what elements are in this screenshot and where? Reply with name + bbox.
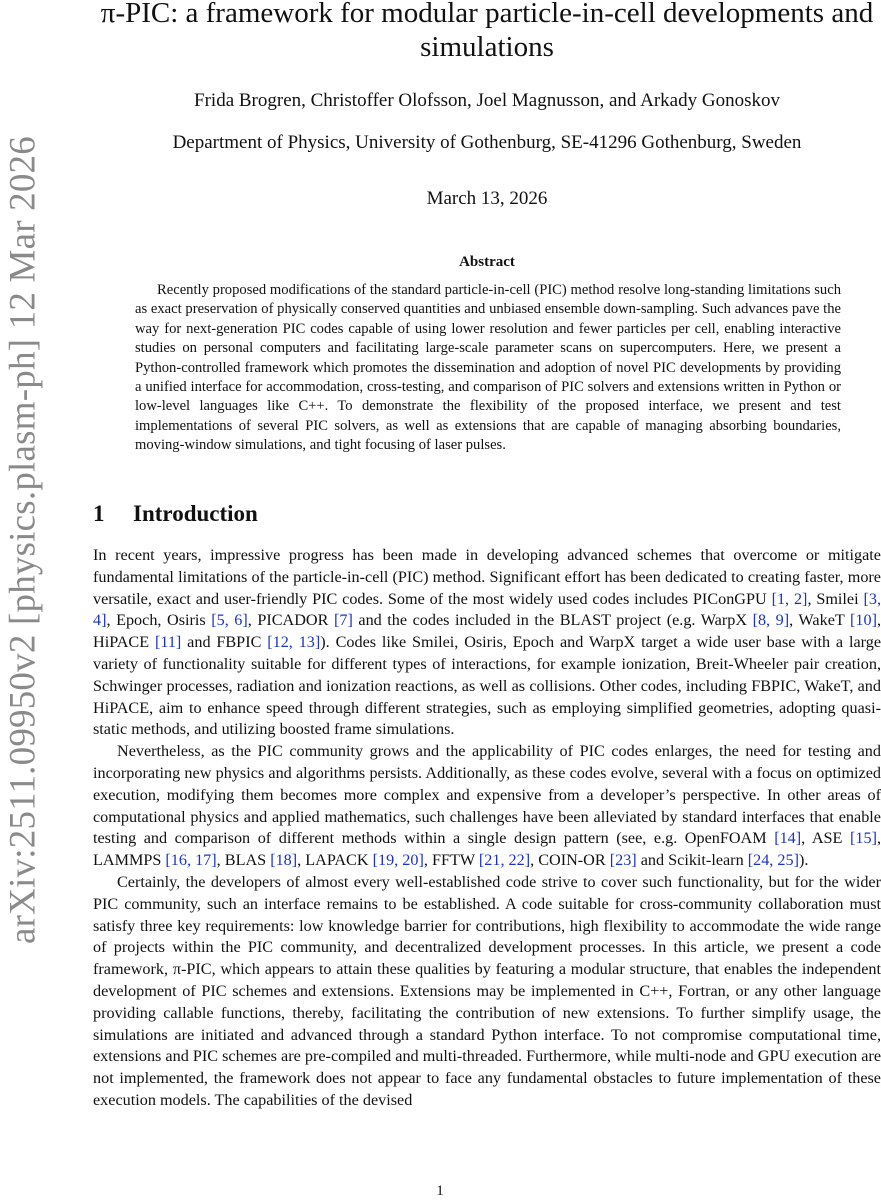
paragraph-text: and the codes included in the BLAST project (e.g. WarpX xyxy=(352,611,753,630)
citation-link[interactable]: [14] xyxy=(774,829,802,848)
paragraph-text: , Epoch, Osiris xyxy=(106,611,212,630)
paragraph-text: , WakeT xyxy=(789,611,851,630)
citation-link[interactable]: [10] xyxy=(850,611,877,630)
abstract-text: Recently proposed modifications of the standard particle-in-cell (PIC) method resolve long-standing limitations such as exact preservation of physically conserved quantities and unbiased ensemble down-sampling. Such advances pave the way for next-generation PIC codes capable of using lower resolution and fewer particles per cell, enabling interactive studies on personal computers and facilitating large-scale parameter scans on supercomputers. Here, we present a Python-controlled framework which promotes the dissemination and adoption of novel PIC developments by providing a unified interface for accommodation, cross-testing, and comparison of PIC solvers and extensions written in Python or low-level languages like C++. To demonstrate the flexibility of the proposed interface, we present and test implementations of several PIC solvers, as well as extensions that are capable of managing absorbing boundaries, moving-window simulations, and tight focusing of laser pulses. xyxy=(135,282,841,454)
paragraph-text: ). xyxy=(798,851,809,870)
paragraph-text: , COIN-OR xyxy=(530,851,610,870)
body-text xyxy=(93,545,881,1112)
citation-link[interactable]: [15] xyxy=(850,829,877,848)
paragraph-text: and Scikit-learn xyxy=(636,851,748,870)
abstract-heading: Abstract xyxy=(459,254,515,270)
citation-link[interactable]: [5, 6] xyxy=(211,611,248,630)
paragraph-text: , PICADOR xyxy=(247,611,334,630)
paragraph-1 xyxy=(93,545,881,741)
paragraph-text: , Smilei xyxy=(807,589,864,608)
citation-link[interactable]: [23] xyxy=(609,851,637,870)
paragraph-text: , LAMMPS xyxy=(93,829,881,870)
citation-link[interactable]: [18] xyxy=(270,851,298,870)
section-heading-introduction xyxy=(93,501,258,527)
section-number: 1 xyxy=(93,501,105,526)
paragraph-text: ). Codes like Smilei, Osiris, Epoch and WarpX target a wide user base with a large variety of functionality suitable for different types of interactions, for example ionization, Breit-Wheeler pair creation, Schwinger processes, radiation and ionization reactions, as well as collisions. Other codes, including FBPIC, WakeT, and HiPACE, aim to enhance speed through different strategies, such as employing simplified geometries, adopting quasi-static methods, and utilizing boosted frame simulations. xyxy=(93,633,881,739)
citation-link[interactable]: [21, 22] xyxy=(478,851,531,870)
author-list: Frida Brogren, Christoffer Olofsson, Joel Magnusson, and Arkady Gonoskov xyxy=(194,90,780,111)
paragraph-2 xyxy=(93,741,881,872)
arxiv-identifier: arXiv:2511.09950v2 [physics.plasm-ph] 12 Mar 2026 xyxy=(2,136,44,944)
citation-link[interactable]: [16, 17] xyxy=(165,851,217,870)
paragraph-text: , HiPACE xyxy=(93,611,881,652)
paragraph-3 xyxy=(93,872,881,1112)
citation-link[interactable]: [7] xyxy=(333,611,353,630)
page-number: 1 xyxy=(436,1183,444,1199)
paragraph-text: , LAPACK xyxy=(297,851,373,870)
citation-link[interactable]: [11] xyxy=(154,633,182,652)
paragraph-text: , BLAS xyxy=(216,851,271,870)
citation-link[interactable]: [24, 25] xyxy=(747,851,799,870)
citation-link[interactable]: [19, 20] xyxy=(372,851,424,870)
paragraph-text: Nevertheless, as the PIC community grows and the applicability of PIC codes enlarges, the need for testing and incorporating new physics and algorithms persists. Additionally, as these codes evolve, several with a focus on optimized execution, modifying them becomes more complex and expensive from a developer’s perspective. In other areas of computational physics and applied mathematics, such challenges have been alleviated by standard interfaces that enable testing and comparison of different methods within a single design pattern (see, e.g. OpenFOAM xyxy=(93,742,881,848)
paragraph-text: and FBPIC xyxy=(181,633,268,652)
publication-date: March 13, 2026 xyxy=(426,188,548,209)
paragraph-text: , FFTW xyxy=(423,851,479,870)
affiliation: Department of Physics, University of Gothenburg, SE-41296 Gothenburg, Sweden xyxy=(172,132,802,153)
section-title: Introduction xyxy=(133,501,258,526)
paragraph-text: , ASE xyxy=(801,829,850,848)
citation-link[interactable]: [12, 13] xyxy=(267,633,321,652)
citation-link[interactable]: [8, 9] xyxy=(752,611,790,630)
paper-title: π-PIC: a framework for modular particle-in-cell developments and simulations xyxy=(100,0,874,63)
citation-link[interactable]: [3, 4] xyxy=(93,589,881,630)
paragraph-text: In recent years, impressive progress has been made in developing advanced schemes that overcome or mitigate fundamental limitations of the particle-in-cell (PIC) method. Significant effort has been dedicated to creating faster, more versatile, exact and user-friendly PIC codes. Some of the most widely used codes includes PIConGPU xyxy=(93,546,881,608)
citation-link[interactable]: [1, 2] xyxy=(771,589,808,608)
paragraph-text: Certainly, the developers of almost every well-established code strive to cover such functionality, but for the wider PIC community, such an interface remains to be established. A code suitable for cross-community collaboration must satisfy three key requirements: low knowledge barrier for contributions, high flexibility to accommodate the wide range of projects within the PIC community, and decentralized development processes. In this article, we present a code framework, π-PIC, which appears to attain these qualities by featuring a modular structure, that enables the independent development of PIC schemes and extensions. Extensions may be implemented in C++, Fortran, or any other language providing callable functions, thereby, facilitating the contribution of new extensions. To further simplify usage, the simulations are initiated and advanced through a standard Python interface. To not compromise computational time, extensions and PIC schemes are pre-compiled and multi-threaded. Furthermore, while multi-node and GPU execution are not implemented, the framework does not appear to face any fundamental obstacles to future implementation of these execution models. The capabilities of the devised xyxy=(93,872,881,1109)
arxiv-sidebar-stamp xyxy=(0,0,55,1200)
